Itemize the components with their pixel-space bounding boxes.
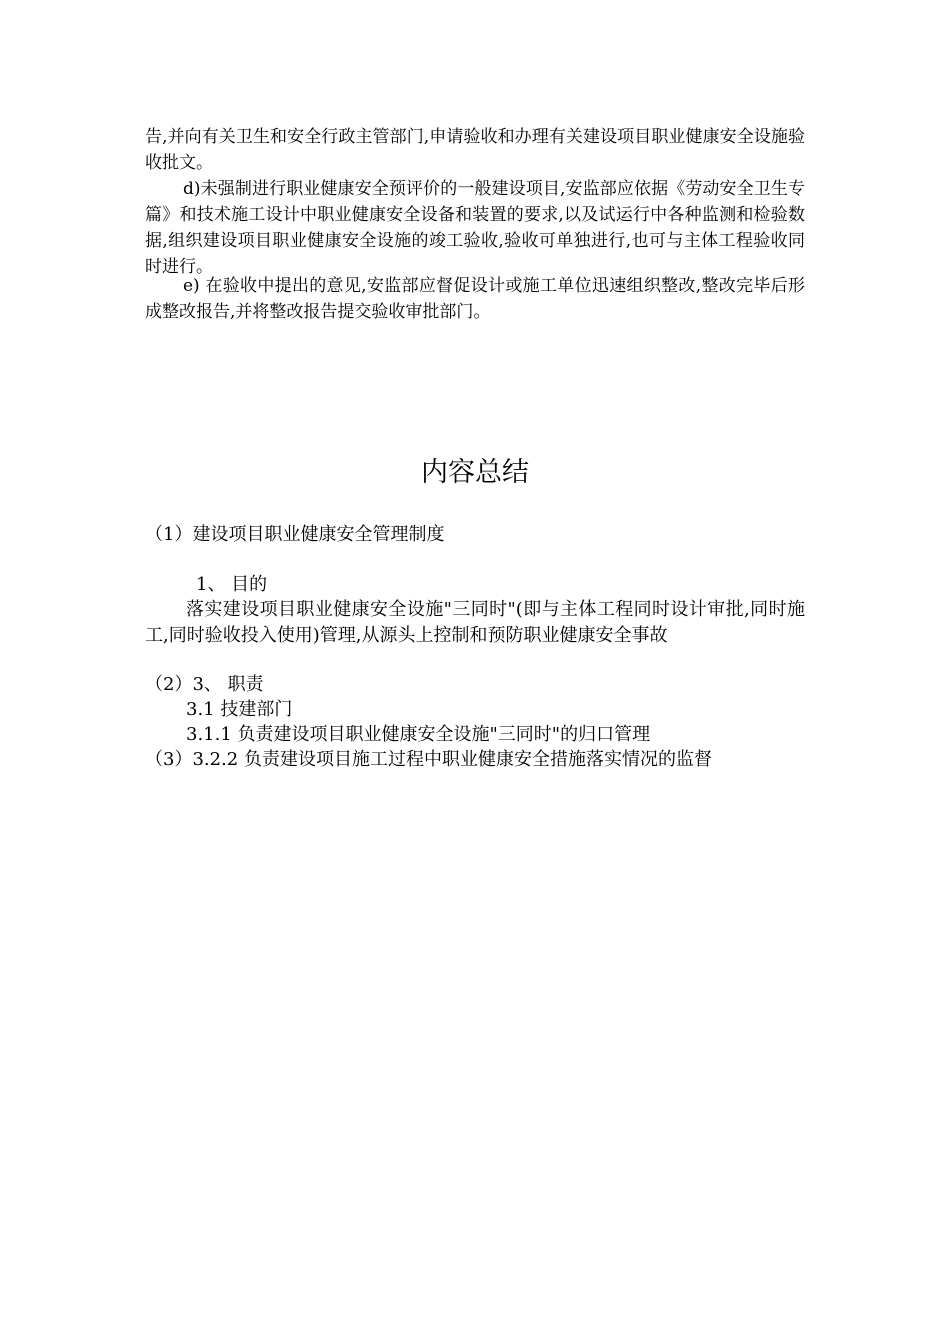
- summary-line-6: 3.1.1 负责建设项目职业健康安全设施"三同时"的归口管理: [186, 724, 651, 745]
- paragraph-d: d)未强制进行职业健康安全预评价的一般建设项目,安监部应依据《劳动安全卫生专篇》和技术施工设计中职业健康安全设备和装置的要求,以及试运行中各种监测和检验数据,组织建设项目职业健康安全设施的竣工验收,验收可单独进行,也可与主体工程验收同时进行。: [145, 179, 805, 277]
- summary-line-2: 1、 目的: [196, 574, 268, 595]
- paragraph-c-continuation: 告,并向有关卫生和安全行政主管部门,申请验收和办理有关建设项目职业健康安全设施验收批文。: [145, 127, 805, 173]
- paragraph-e: e) 在验收中提出的意见,安监部应督促设计或施工单位迅速组织整改,整改完毕后形成整改报告,并将整改报告提交验收审批部门。: [145, 276, 805, 322]
- summary-line-3: 落实建设项目职业健康安全设施"三同时"(即与主体工程同时设计审批,同时施工,同时验收投入使用)管理,从源头上控制和预防职业健康安全事故: [145, 599, 805, 646]
- summary-title: 内容总结: [421, 457, 529, 488]
- summary-line-5: 3.1 技建部门: [186, 699, 293, 720]
- summary-line-4: （2）3、 职责: [145, 674, 264, 695]
- summary-line-7: （3）3.2.2 负责建设项目施工过程中职业健康安全措施落实情况的监督: [145, 749, 712, 770]
- summary-line-1: （1）建设项目职业健康安全管理制度: [145, 524, 445, 545]
